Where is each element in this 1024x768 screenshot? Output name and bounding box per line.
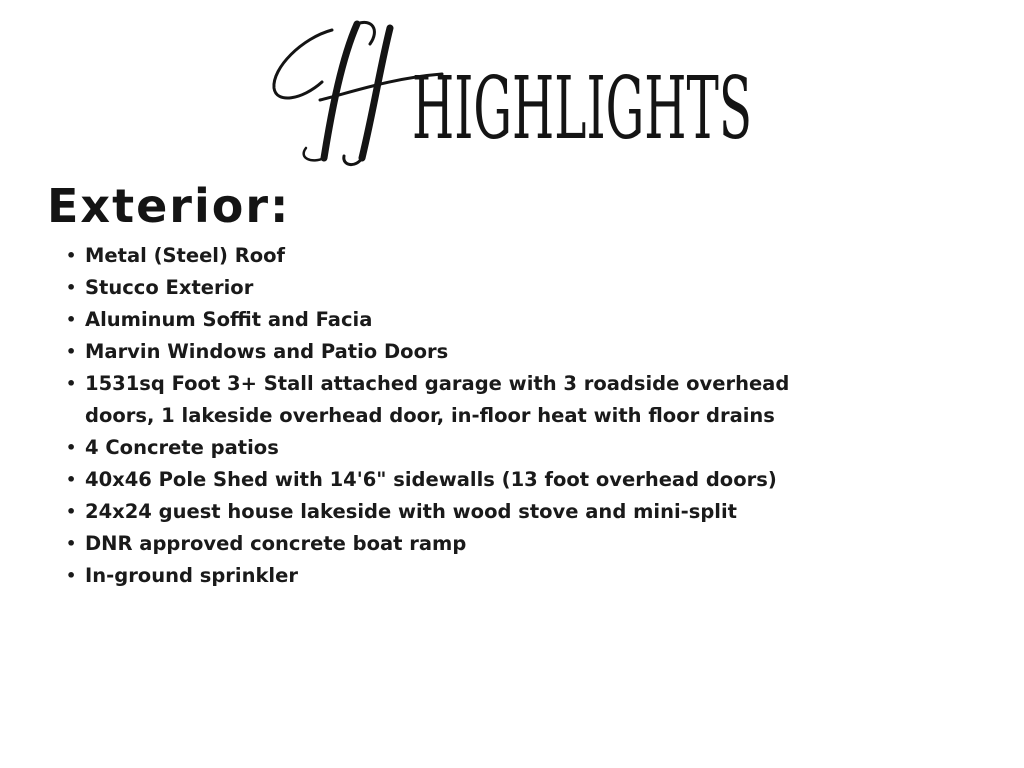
list-item xyxy=(66,368,806,432)
list-item-text: 1531sq Foot 3+ Stall attached garage with 3 roadside overhead xyxy=(85,372,790,395)
bullet-icon: • xyxy=(66,438,77,457)
list-item-text: Metal (Steel) Roof xyxy=(85,244,285,267)
list-item xyxy=(66,240,806,272)
bullet-icon: • xyxy=(66,374,77,393)
list-item-text: 24x24 guest house lakeside with wood stove and mini-split xyxy=(85,500,737,523)
section-title: Exterior: xyxy=(47,179,291,233)
bullet-icon: • xyxy=(66,534,77,553)
list-item-text: Marvin Windows and Patio Doors xyxy=(85,340,449,363)
list-item-text: 40x46 Pole Shed with 14'6" sidewalls (13 foot overhead doors) xyxy=(85,468,777,491)
list-item-text: Stucco Exterior xyxy=(85,276,254,299)
list-item-text: 4 Concrete patios xyxy=(85,436,279,459)
list-item-text: Aluminum Soffit and Facia xyxy=(85,308,373,331)
list-item-text: doors, 1 lakeside overhead door, in-floor heat with floor drains xyxy=(85,404,775,427)
feature-list xyxy=(66,240,806,592)
bullet-icon: • xyxy=(66,470,77,489)
bullet-icon: • xyxy=(66,246,77,265)
bullet-icon: • xyxy=(66,342,77,361)
bullet-icon: • xyxy=(66,278,77,297)
highlights-script-logo xyxy=(262,8,762,168)
list-item xyxy=(66,496,806,528)
list-item xyxy=(66,304,806,336)
list-item-text: In-ground sprinkler xyxy=(85,564,298,587)
banner-title: HIGHLIGHTS xyxy=(412,59,752,159)
bullet-icon: • xyxy=(66,310,77,329)
bullet-icon: • xyxy=(66,566,77,585)
list-item xyxy=(66,560,806,592)
list-item xyxy=(66,336,806,368)
highlights-banner xyxy=(262,8,762,168)
list-item xyxy=(66,464,806,496)
list-item xyxy=(66,432,806,464)
list-item xyxy=(66,272,806,304)
list-item-text: DNR approved concrete boat ramp xyxy=(85,532,467,555)
bullet-icon: • xyxy=(66,502,77,521)
list-item xyxy=(66,528,806,560)
